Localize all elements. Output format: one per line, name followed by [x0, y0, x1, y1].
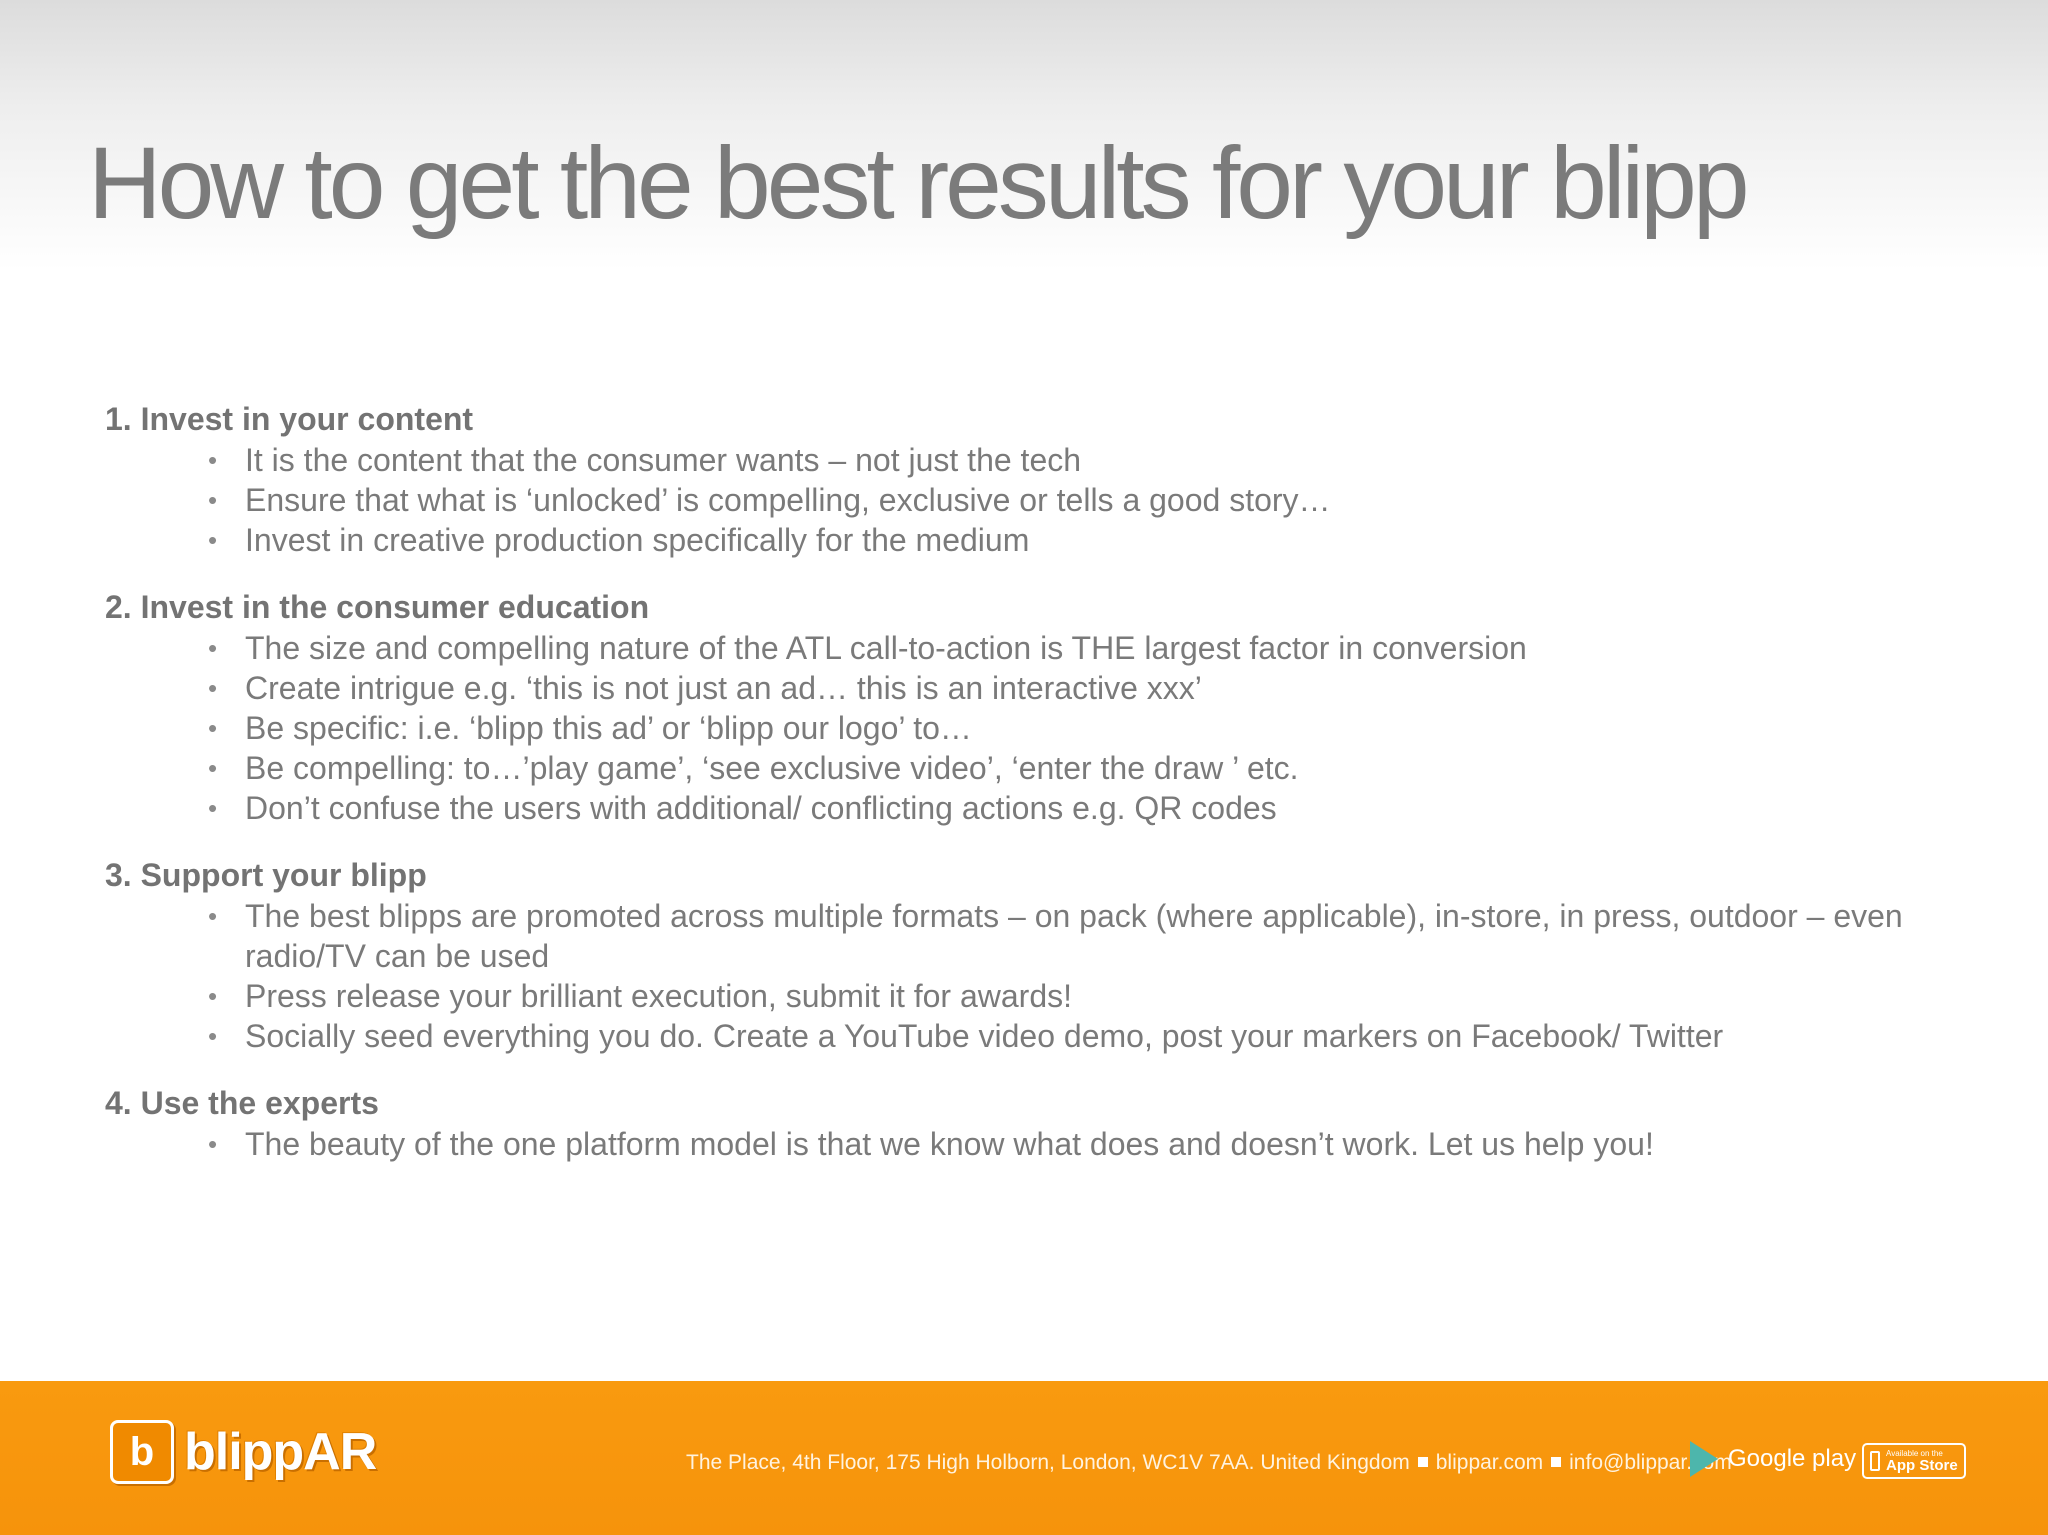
bullet-list — [105, 1124, 2005, 1164]
list-item: • The size and compelling nature of the ATL call-to-action is THE largest factor in conversion — [245, 628, 2005, 668]
footer-contact — [686, 1451, 1732, 1475]
separator-square-icon — [1418, 1457, 1428, 1467]
app-store-icon — [1870, 1451, 1880, 1471]
list-item: • Create intrigue e.g. ‘this is not just an ad… this is an interactive xxx’ — [245, 668, 2005, 708]
slide-title: How to get the best results for your blipp — [88, 126, 1746, 240]
list-item: • Press release your brilliant execution, submit it for awards! — [245, 976, 2005, 1016]
blippar-logo-icon: b — [110, 1420, 174, 1484]
section-heading: 3. Support your blipp — [105, 857, 427, 893]
section-consumer-education — [105, 586, 2005, 828]
list-item: • The best blipps are promoted across multiple formats – on pack (where applicable), in-store, in press, outdoor – even radio/TV can be used — [245, 896, 1985, 976]
slide-content — [105, 398, 2005, 1190]
list-item: • Ensure that what is ‘unlocked’ is compelling, exclusive or tells a good story… — [245, 480, 2005, 520]
blippar-logo[interactable] — [110, 1417, 376, 1487]
section-heading: 4. Use the experts — [105, 1085, 379, 1121]
section-invest-content — [105, 398, 2005, 560]
footer-bar — [0, 1381, 2048, 1535]
app-store-badge[interactable] — [1862, 1443, 1966, 1479]
bullet-list — [105, 896, 2005, 1056]
section-use-experts — [105, 1082, 2005, 1164]
app-store-label: App Store — [1886, 1456, 1958, 1474]
footer-email-link[interactable]: info@blippar.com — [1569, 1451, 1732, 1474]
footer-website-link[interactable]: blippar.com — [1435, 1451, 1544, 1474]
blippar-logo-text: blippAR — [184, 1423, 377, 1481]
list-item: • The beauty of the one platform model is that we know what does and doesn’t work. Let us help you! — [245, 1124, 2005, 1164]
google-play-badge[interactable] — [1690, 1441, 1856, 1477]
list-item: • Don’t confuse the users with additional/ conflicting actions e.g. QR codes — [245, 788, 2005, 828]
google-play-label: Google play — [1728, 1445, 1857, 1472]
app-store-small-label: Available on the — [1886, 1448, 1943, 1458]
footer-address: The Place, 4th Floor, 175 High Holborn, London, WC1V 7AA. United Kingdom — [686, 1451, 1410, 1474]
bullet-list — [105, 440, 2005, 560]
list-item: • Be specific: i.e. ‘blipp this ad’ or ‘blipp our logo’ to… — [245, 708, 2005, 748]
list-item: • Be compelling: to…’play game’, ‘see exclusive video’, ‘enter the draw ’ etc. — [245, 748, 2005, 788]
section-support-blipp — [105, 854, 2005, 1056]
section-heading: 1. Invest in your content — [105, 401, 474, 437]
list-item: • Socially seed everything you do. Create a YouTube video demo, post your markers on Facebook/ Twitter — [245, 1016, 2005, 1056]
google-play-icon — [1690, 1441, 1718, 1477]
list-item: • It is the content that the consumer wants – not just the tech — [245, 440, 2005, 480]
list-item: • Invest in creative production specifically for the medium — [245, 520, 2005, 560]
separator-square-icon — [1551, 1457, 1561, 1467]
section-heading: 2. Invest in the consumer education — [105, 589, 650, 625]
app-store-text — [1886, 1450, 1958, 1473]
bullet-list — [105, 628, 2005, 828]
